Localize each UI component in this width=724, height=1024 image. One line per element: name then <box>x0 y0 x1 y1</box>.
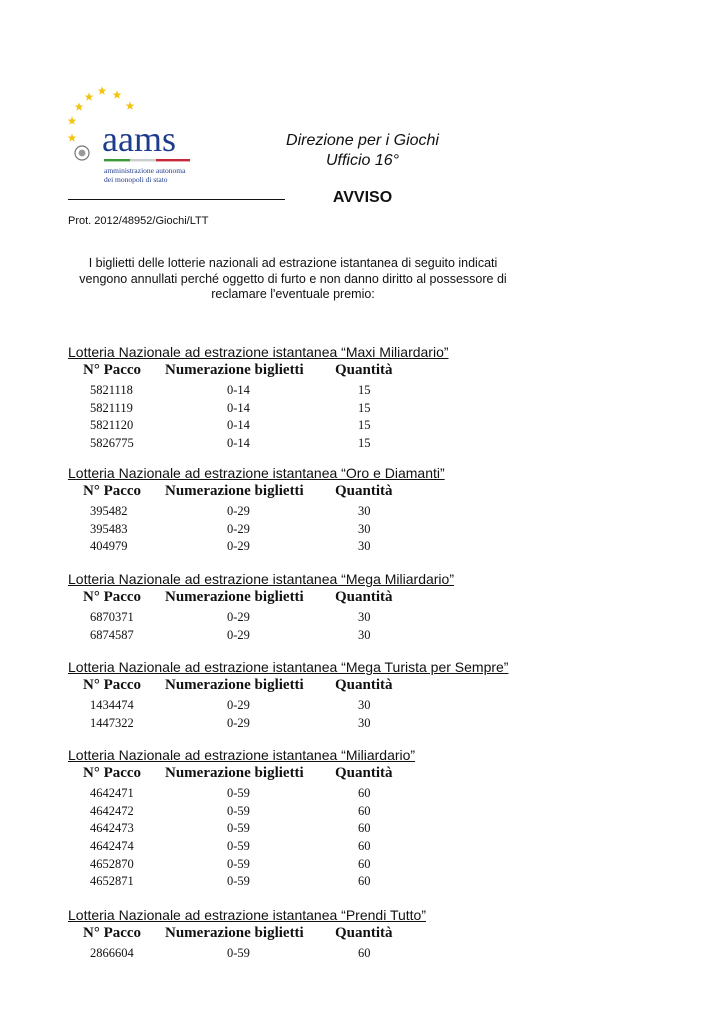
intro-paragraph: I biglietti delle lotterie nazionali ad estrazione istantanea di seguito indicati vengono annullati perché oggetto di furto e non danno diritto al possessore di reclamare l'eventuale premio: <box>79 256 507 301</box>
star-icon <box>68 133 77 141</box>
pack-number: 4652870 <box>90 856 134 871</box>
star-icon <box>126 101 135 109</box>
ticket-range: 0-14 <box>227 400 250 415</box>
table-row <box>68 803 688 821</box>
ticket-quantity: 30 <box>358 504 371 518</box>
lottery-section <box>68 570 688 644</box>
flag-stripe-red <box>156 159 190 161</box>
pack-number: 6874587 <box>90 627 134 642</box>
pack-number: 5821119 <box>90 400 133 415</box>
table-row <box>68 400 688 418</box>
lottery-title: Lotteria Nazionale ad estrazione istantanea “Prendi Tutto” <box>68 907 426 923</box>
ticket-range: 0-29 <box>227 539 250 554</box>
office-name: Ufficio 16° <box>325 152 400 169</box>
ticket-range: 0-59 <box>227 946 250 960</box>
ticket-range: 0-59 <box>227 786 250 800</box>
ticket-quantity: 60 <box>358 821 371 836</box>
column-header-pack: N° Pacco <box>83 925 142 941</box>
ticket-quantity: 60 <box>358 856 371 871</box>
pack-number: 4642474 <box>90 839 134 854</box>
table-row <box>68 503 688 521</box>
ticket-range: 0-29 <box>227 504 250 518</box>
ticket-quantity: 15 <box>358 436 371 451</box>
pack-number: 5821118 <box>90 383 133 397</box>
ticket-quantity: 60 <box>358 874 371 889</box>
star-icon <box>75 102 84 110</box>
column-header-numbering: Numerazione biglietti <box>165 925 304 941</box>
ticket-quantity: 30 <box>358 521 371 536</box>
table-row <box>68 417 688 435</box>
table-row <box>68 538 688 556</box>
logo-caption-line2: dei monopoli di stato <box>104 175 168 184</box>
lottery-section <box>68 658 688 732</box>
pack-number: 4642471 <box>90 786 134 800</box>
column-header-numbering: Numerazione biglietti <box>165 589 304 605</box>
flag-stripe-green <box>104 159 130 161</box>
ticket-quantity: 30 <box>358 539 371 554</box>
aams-logo <box>62 84 202 200</box>
table-header <box>68 925 688 945</box>
lottery-title: Lotteria Nazionale ad estrazione istantanea “Oro e Diamanti” <box>68 465 445 481</box>
table-row <box>68 627 688 645</box>
column-header-pack: N° Pacco <box>83 483 142 499</box>
ticket-range: 0-29 <box>227 698 250 712</box>
ticket-quantity: 30 <box>358 610 371 624</box>
table-header <box>68 589 688 609</box>
lottery-section <box>68 746 688 891</box>
ticket-range: 0-59 <box>227 856 250 871</box>
lottery-section <box>68 906 688 963</box>
ticket-range: 0-14 <box>227 383 250 397</box>
ticket-quantity: 60 <box>358 786 371 800</box>
column-header-pack: N° Pacco <box>83 362 142 378</box>
ticket-range: 0-59 <box>227 821 250 836</box>
table-row <box>68 715 688 733</box>
column-header-numbering: Numerazione biglietti <box>165 765 304 781</box>
table-header <box>68 483 688 503</box>
table-row <box>68 435 688 453</box>
star-icon <box>85 92 94 100</box>
ticket-range: 0-29 <box>227 715 250 730</box>
pack-number: 4652871 <box>90 874 134 889</box>
pack-number: 395482 <box>90 504 128 518</box>
column-header-quantity: Quantità <box>335 589 393 605</box>
ticket-range: 0-59 <box>227 874 250 889</box>
ticket-quantity: 60 <box>358 946 371 960</box>
logo-word: aams <box>102 119 176 159</box>
ticket-range: 0-59 <box>227 839 250 854</box>
table-row <box>68 382 688 400</box>
table-header <box>68 677 688 697</box>
pack-number: 395483 <box>90 521 128 536</box>
lottery-section <box>68 464 688 556</box>
column-header-numbering: Numerazione biglietti <box>165 483 304 499</box>
lottery-title: Lotteria Nazionale ad estrazione istantanea “Maxi Miliardario” <box>68 344 449 360</box>
ticket-range: 0-29 <box>227 521 250 536</box>
ticket-quantity: 30 <box>358 698 371 712</box>
column-header-pack: N° Pacco <box>83 765 142 781</box>
lottery-title: Lotteria Nazionale ad estrazione istantanea “Miliardario” <box>68 747 416 763</box>
column-header-quantity: Quantità <box>335 483 393 499</box>
pack-number: 2866604 <box>90 946 134 960</box>
flag-stripe-white <box>130 159 156 161</box>
ticket-quantity: 60 <box>358 803 371 818</box>
table-row <box>68 945 688 963</box>
column-header-quantity: Quantità <box>335 925 393 941</box>
ticket-quantity: 15 <box>358 400 371 415</box>
pack-number: 404979 <box>90 539 128 554</box>
table-row <box>68 521 688 539</box>
column-header-pack: N° Pacco <box>83 589 142 605</box>
table-row <box>68 820 688 838</box>
column-header-pack: N° Pacco <box>83 677 142 693</box>
column-header-quantity: Quantità <box>335 677 393 693</box>
ticket-range: 0-59 <box>227 803 250 818</box>
lottery-title: Lotteria Nazionale ad estrazione istantanea “Mega Turista per Sempre” <box>68 659 509 675</box>
star-icon <box>113 90 122 98</box>
column-header-numbering: Numerazione biglietti <box>165 362 304 378</box>
table-row <box>68 697 688 715</box>
pack-number: 1434474 <box>90 698 134 712</box>
ticket-range: 0-14 <box>227 418 250 433</box>
pack-number: 5821120 <box>90 418 134 433</box>
star-icon <box>98 86 107 94</box>
pack-number: 5826775 <box>90 436 134 451</box>
lottery-title: Lotteria Nazionale ad estrazione istantanea “Mega Miliardario” <box>68 571 454 587</box>
notice-title: AVVISO <box>332 189 393 206</box>
ticket-quantity: 30 <box>358 715 371 730</box>
protocol-number: Prot. 2012/48952/Giochi/LTT <box>68 215 209 227</box>
star-icon <box>68 116 77 124</box>
ticket-quantity: 60 <box>358 839 371 854</box>
lottery-section <box>68 343 688 453</box>
header-divider <box>68 199 285 200</box>
logo-caption-line1: amministrazione autonoma <box>104 166 186 175</box>
column-header-numbering: Numerazione biglietti <box>165 677 304 693</box>
emblem-icon <box>75 146 89 160</box>
table-row <box>68 609 688 627</box>
column-header-quantity: Quantità <box>335 362 393 378</box>
ticket-quantity: 15 <box>358 418 371 433</box>
table-row <box>68 785 688 803</box>
table-row <box>68 838 688 856</box>
pack-number: 4642473 <box>90 821 134 836</box>
table-header <box>68 765 688 785</box>
column-header-quantity: Quantità <box>335 765 393 781</box>
department-name: Direzione per i Giochi <box>286 132 439 149</box>
pack-number: 1447322 <box>90 715 134 730</box>
ticket-quantity: 30 <box>358 627 371 642</box>
table-row <box>68 856 688 874</box>
table-row <box>68 873 688 891</box>
table-header <box>68 362 688 382</box>
ticket-range: 0-29 <box>227 610 250 624</box>
ticket-quantity: 15 <box>358 383 371 397</box>
ticket-range: 0-29 <box>227 627 250 642</box>
ticket-range: 0-14 <box>227 436 250 451</box>
pack-number: 6870371 <box>90 610 134 624</box>
pack-number: 4642472 <box>90 803 134 818</box>
